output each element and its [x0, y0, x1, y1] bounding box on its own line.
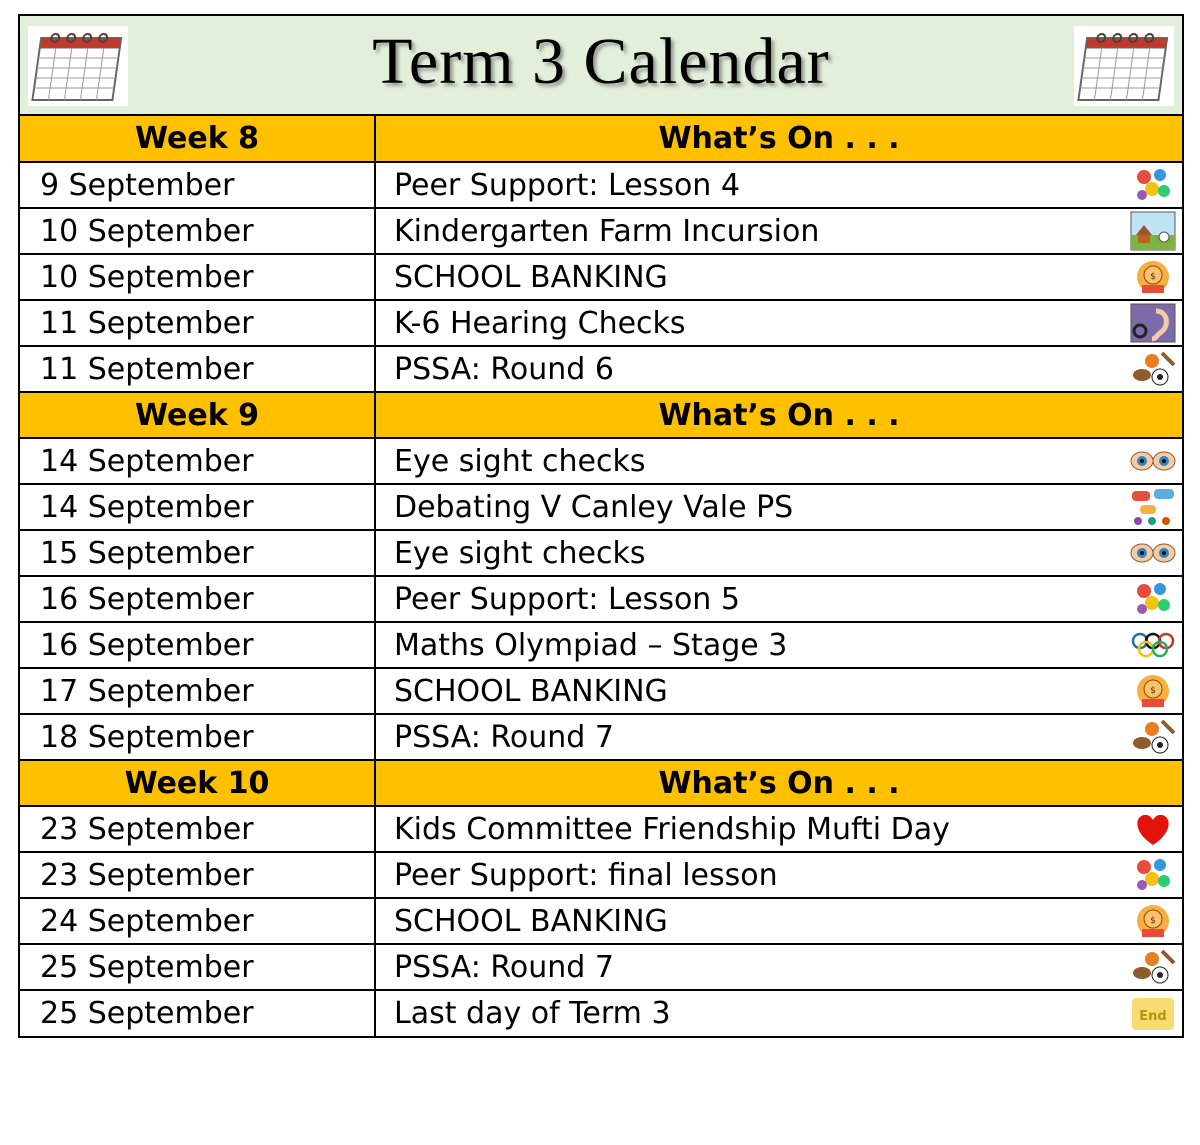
- table-row: [20, 162, 1182, 208]
- event-name: Last day of Term 3: [394, 996, 671, 1031]
- event-cell: [375, 438, 1182, 484]
- table-row: [20, 530, 1182, 576]
- table-row: [20, 346, 1182, 392]
- table-row: [20, 990, 1182, 1036]
- event-cell: [375, 346, 1182, 392]
- calendar-icon: [1074, 26, 1174, 106]
- event-cell: [375, 990, 1182, 1036]
- event-date: 10 September: [20, 254, 375, 300]
- table-row: [20, 484, 1182, 530]
- sports-balls-icon: [1130, 947, 1176, 987]
- event-name: K-6 Hearing Checks: [394, 305, 686, 341]
- table-row: [20, 208, 1182, 254]
- event-cell: [375, 668, 1182, 714]
- event-cell: [375, 530, 1182, 576]
- event-name: Eye sight checks: [394, 535, 646, 571]
- event-date: 15 September: [20, 530, 375, 576]
- event-date: 14 September: [20, 484, 375, 530]
- handprints-icon: [1130, 165, 1176, 205]
- end-of-term-icon: [1130, 994, 1176, 1034]
- event-date: 18 September: [20, 714, 375, 760]
- event-date: 25 September: [20, 944, 375, 990]
- eyes-icon: [1130, 533, 1176, 573]
- sports-balls-icon: [1130, 717, 1176, 757]
- event-date: 11 September: [20, 346, 375, 392]
- week-label: Week 10: [20, 760, 375, 806]
- eyes-icon: [1130, 441, 1176, 481]
- event-cell: [375, 806, 1182, 852]
- week-header-row: [20, 116, 1182, 162]
- handprints-icon: [1130, 855, 1176, 895]
- event-cell: [375, 208, 1182, 254]
- svg-text:$: $: [1150, 272, 1156, 282]
- sports-balls-icon: [1130, 349, 1176, 389]
- event-name: SCHOOL BANKING: [394, 673, 668, 709]
- svg-text:$: $: [1150, 916, 1156, 926]
- event-cell: [375, 944, 1182, 990]
- event-name: Maths Olympiad – Stage 3: [394, 627, 788, 663]
- event-name: Peer Support: Lesson 5: [394, 581, 740, 617]
- week-label: Week 8: [20, 116, 375, 162]
- table-row: [20, 806, 1182, 852]
- table-row: [20, 622, 1182, 668]
- event-cell: [375, 300, 1182, 346]
- event-cell: [375, 622, 1182, 668]
- event-date: 17 September: [20, 668, 375, 714]
- money-box-icon: [1130, 901, 1176, 941]
- event-date: 14 September: [20, 438, 375, 484]
- handprints-icon: [1130, 579, 1176, 619]
- event-cell: [375, 852, 1182, 898]
- table-row: [20, 438, 1182, 484]
- table-row: [20, 300, 1182, 346]
- event-name: SCHOOL BANKING: [394, 903, 668, 939]
- event-name: Peer Support: Lesson 4: [394, 167, 740, 203]
- event-name: Eye sight checks: [394, 443, 646, 479]
- event-name: PSSA: Round 6: [394, 351, 614, 387]
- event-cell: [375, 484, 1182, 530]
- whats-on-header: What’s On . . .: [375, 392, 1182, 438]
- event-date: 10 September: [20, 208, 375, 254]
- week-header-row: [20, 392, 1182, 438]
- svg-text:End: End: [1139, 1008, 1167, 1024]
- money-box-icon: [1130, 257, 1176, 297]
- event-cell: [375, 576, 1182, 622]
- page-title: Term 3 Calendar: [372, 25, 830, 98]
- event-date: 11 September: [20, 300, 375, 346]
- event-name: PSSA: Round 7: [394, 719, 614, 755]
- whats-on-header: What’s On . . .: [375, 116, 1182, 162]
- svg-text:$: $: [1150, 686, 1156, 696]
- event-cell: [375, 714, 1182, 760]
- event-date: 23 September: [20, 806, 375, 852]
- money-box-icon: [1130, 671, 1176, 711]
- calendar-header: [20, 16, 1182, 116]
- table-row: [20, 714, 1182, 760]
- term-calendar: [18, 14, 1184, 1038]
- table-row: [20, 576, 1182, 622]
- whats-on-header: What’s On . . .: [375, 760, 1182, 806]
- table-row: [20, 254, 1182, 300]
- event-cell: [375, 254, 1182, 300]
- red-heart-icon: [1130, 809, 1176, 849]
- event-cell: [375, 162, 1182, 208]
- event-name: Debating V Canley Vale PS: [394, 489, 794, 525]
- event-name: Kids Committee Friendship Mufti Day: [394, 811, 950, 847]
- ear-icon: [1130, 303, 1176, 343]
- events-table: [20, 116, 1182, 1036]
- event-date: 24 September: [20, 898, 375, 944]
- table-row: [20, 852, 1182, 898]
- table-row: [20, 898, 1182, 944]
- week-label: Week 9: [20, 392, 375, 438]
- event-date: 25 September: [20, 990, 375, 1036]
- event-date: 9 September: [20, 162, 375, 208]
- event-date: 16 September: [20, 622, 375, 668]
- speech-bubbles-icon: [1130, 487, 1176, 527]
- table-row: [20, 668, 1182, 714]
- table-row: [20, 944, 1182, 990]
- event-date: 23 September: [20, 852, 375, 898]
- event-name: Peer Support: final lesson: [394, 857, 778, 893]
- olympic-rings-icon: [1130, 625, 1176, 665]
- week-header-row: [20, 760, 1182, 806]
- event-name: SCHOOL BANKING: [394, 259, 668, 295]
- event-cell: [375, 898, 1182, 944]
- farm-icon: [1130, 211, 1176, 251]
- event-name: Kindergarten Farm Incursion: [394, 213, 820, 249]
- event-name: PSSA: Round 7: [394, 949, 614, 985]
- event-date: 16 September: [20, 576, 375, 622]
